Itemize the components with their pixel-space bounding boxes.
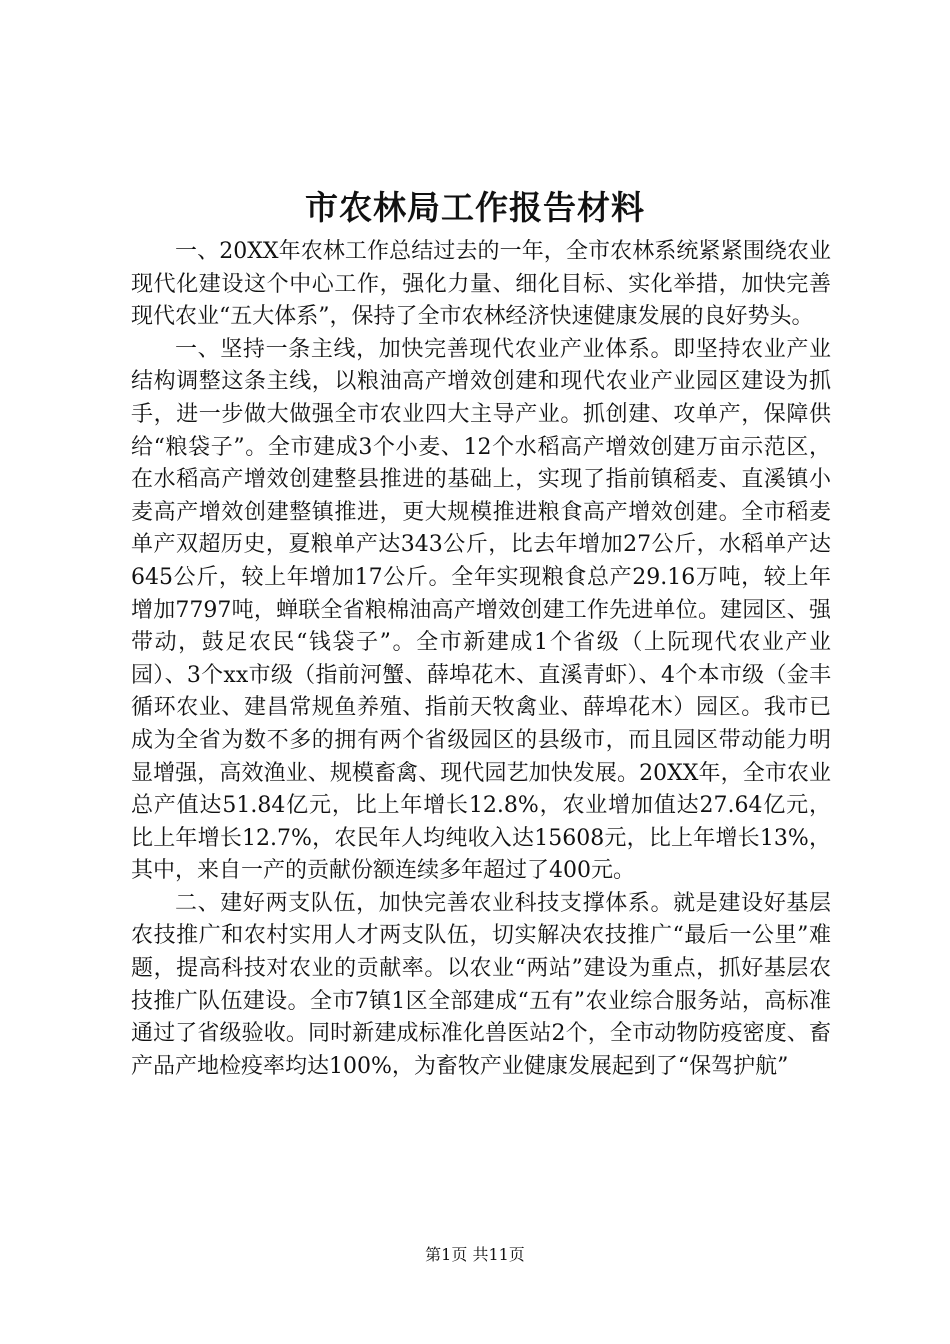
document-title: 市农林局工作报告材料	[305, 188, 645, 227]
paragraph-section-2: 二、建好两支队伍，加快完善农业科技支撑体系。就是建设好基层农技推广和农村实用人才两支队伍，切实解决农技推广“最后一公里”难题，提高科技对农业的贡献率。以农业“两站”建设为重点，抓好基层农技推广队伍建设。全市7镇1区全部建成“五有”农业综合服务站，高标准通过了省级验收。同时新建成标准化兽医站2个，全市动物防疫密度、畜产品产地检疫率均达100%，为畜牧产业健康发展起到了“保驾护航”	[131, 890, 831, 1079]
document-body	[131, 236, 831, 1083]
page-footer: 第1页 共11页	[425, 1245, 525, 1264]
paragraph-section-1: 一、坚持一条主线，加快完善现代农业产业体系。即坚持农业产业结构调整这条主线，以粮油高产增效创建和现代农业产业园区建设为抓手，进一步做大做强全市农业四大主导产业。抓创建、攻单产，保障供给“粮袋子”。全市建成3个小麦、12个水稻高产增效创建万亩示范区，在水稻高产增效创建整县推进的基础上，实现了指前镇稻麦、直溪镇小麦高产增效创建整镇推进，更大规模推进粮食高产增效创建。全市稻麦单产双超历史，夏粮单产达343公斤，比去年增加27公斤，水稻单产达645公斤，较上年增加17公斤。全年实现粮食总产29.16万吨，较上年增加7797吨，蝉联全省粮棉油高产增效创建工作先进单位。建园区、强带动，鼓足农民“钱袋子”。全市新建成1个省级（上阮现代农业产业园）、3个xx市级（指前河蟹、薛埠花木、直溪青虾）、4个本市级（金丰循环农业、建昌常规鱼养殖、指前天牧禽业、薛埠花木）园区。我市已成为全省为数不多的拥有两个省级园区的县级市，而且园区带动能力明显增强，高效渔业、规模畜禽、现代园艺加快发展。20XX年，全市农业总产值达51.84亿元，比上年增长12.8%，农业增加值达27.64亿元，比上年增长12.7%，农民年人均纯收入达15608元，比上年增长13%，其中，来自一产的贡献份额连续多年超过了400元。	[131, 336, 831, 884]
paragraph-intro: 一、20XX年农林工作总结过去的一年，全市农林系统紧紧围绕农业现代化建设这个中心工作，强化力量、细化目标、实化举措，加快完善现代农业“五大体系”，保持了全市农林经济快速健康发展的良好势头。	[131, 239, 831, 330]
